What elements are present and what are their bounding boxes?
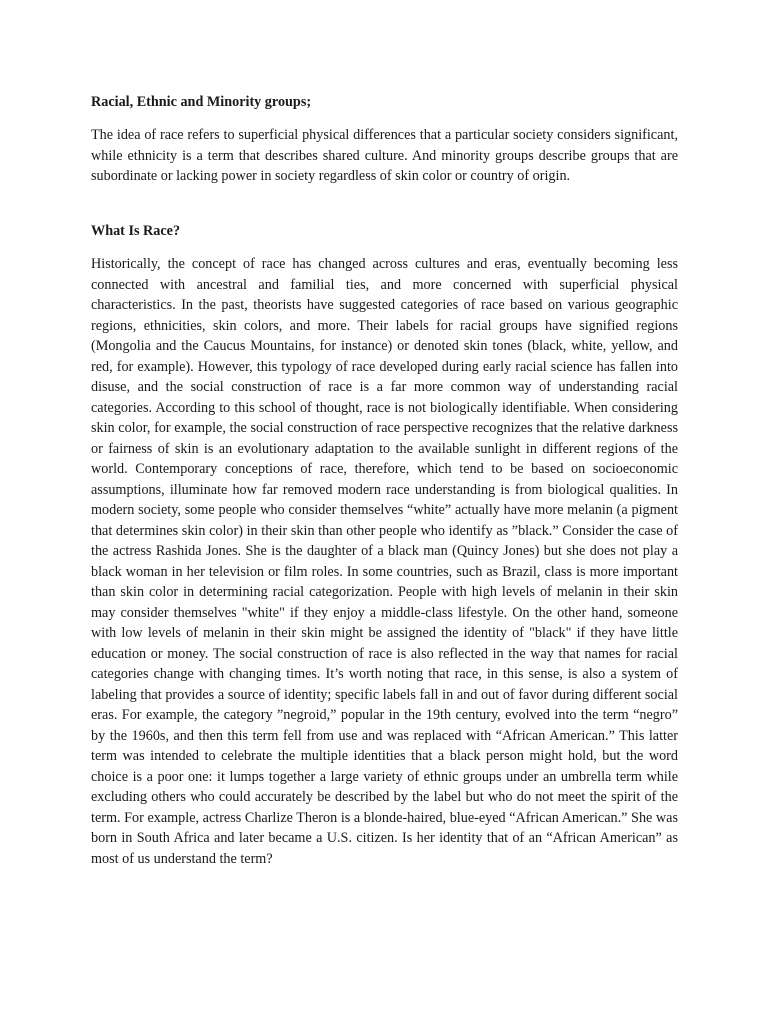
intro-paragraph: The idea of race refers to superficial physical differences that a particular society considers significant, while ethnicity is a term that describes shared culture. And minority groups describe groups that are subordinate or lacking power in society regardless of skin color or country of origin.	[91, 127, 678, 184]
race-body-paragraph: Historically, the concept of race has changed across cultures and eras, eventually becoming less connected with ancestral and familial ties, and more concerned with superficial physical characteristics. In the past, theorists have suggested categories of race based on various geographic regions, ethnicities, skin colors, and more. Their labels for racial groups have signified regions (Mongolia and the Caucus Mountains, for instance) or denoted skin tones (black, white, yellow, and red, for example). However, this typology of race developed during early racial science has fallen into disuse, and the social construction of race is a far more common way of understanding racial categories. According to this school of thought, race is not biologically identifiable. When considering skin color, for example, the social construction of race perspective recognizes that the relative darkness or fairness of skin is an evolutionary adaptation to the available sunlight in different regions of the world. Contemporary conceptions of race, therefore, which tend to be based on socioeconomic assumptions, illuminate how far removed modern race understanding is from biological qualities. In modern society, some people who consider themselves “white” actually have more melanin (a pigment that determines skin color) in their skin than other people who identify as ”black.” Consider the case of the actress Rashida Jones. She is the daughter of a black man (Quincy Jones) but she does not play a black woman in her television or film roles. In some countries, such as Brazil, class is more important than skin color in determining racial categorization. People with high levels of melanin in their skin may consider themselves "white" if they enjoy a middle-class lifestyle. On the other hand, someone with low levels of melanin in their skin might be assigned the identity of "black" if they have little education or money. The social construction of race is also reflected in the way that names for racial categories change with changing times. It’s worth noting that race, in this sense, is also a system of labeling that provides a source of identity; specific labels fall in and out of favor during different social eras. For example, the category ”negroid,” popular in the 19th century, evolved into the term “negro” by the 1960s, and then this term fell from use and was replaced with “African American.” This latter term was intended to celebrate the multiple identities that a black person might hold, but the word choice is a poor one: it lumps together a large variety of ethnic groups under an umbrella term while excluding others who could accurately be described by the label but who do not meet the spirit of the term. For example, actress Charlize Theron is a blonde-haired, blue-eyed “African American.” She was born in South Africa and later became a U.S. citizen. Is her identity that of an “African American” as most of us understand the term?	[91, 256, 678, 867]
section-heading-what-is-race: What Is Race?	[91, 223, 181, 239]
section-heading-racial-ethnic-minority: Racial, Ethnic and Minority groups;	[91, 94, 312, 110]
